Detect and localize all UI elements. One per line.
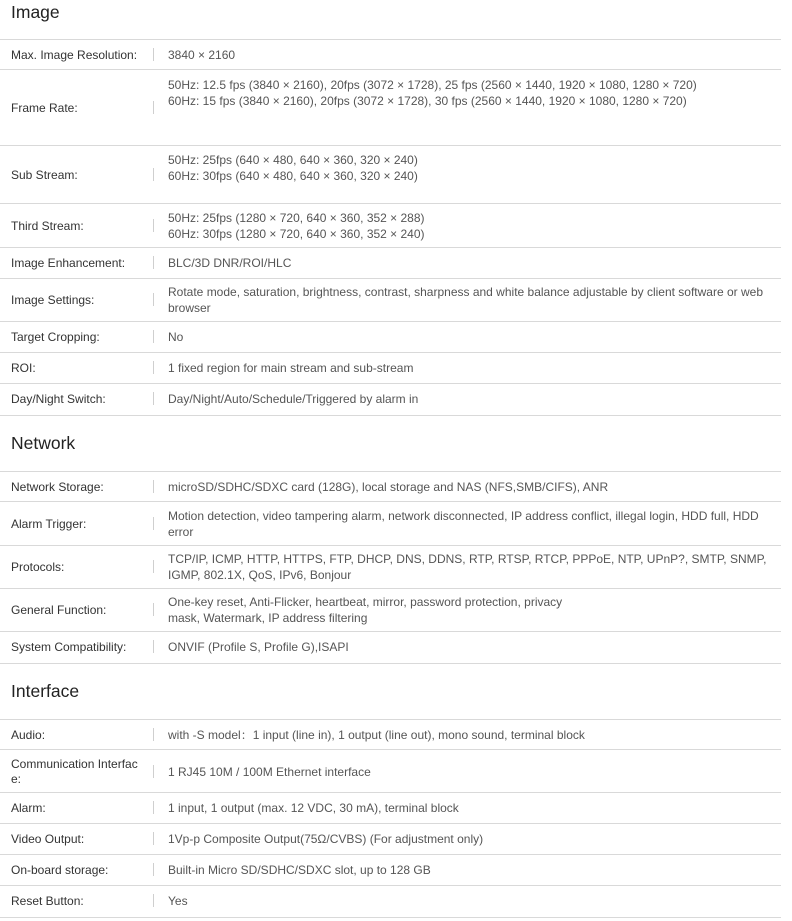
column-divider <box>153 728 154 741</box>
spec-label: Frame Rate: <box>11 101 78 115</box>
spec-value: Rotate mode, saturation, brightness, contrast, sharpness and white balance adjustable by client software or web browser <box>168 285 764 315</box>
spec-row-audio <box>0 719 781 750</box>
spec-value: 50Hz: 12.5 fps (3840 × 2160), 20fps (3072 × 1728), 25 fps (2560 × 1440, 1920 × 1080, 1280 × 720) 60Hz: 15 fps (3840 × 2160), 20fps (3072 × 1728), 30 fps (2560 × 1440, 1920 × 1080, 1280 × 720) <box>168 78 697 108</box>
column-divider <box>153 832 154 845</box>
column-divider <box>153 392 154 405</box>
column-divider <box>153 101 154 114</box>
section-title-interface: Interface <box>11 681 80 701</box>
spec-value: Motion detection, video tampering alarm, network disconnected, IP address conflict, illegal login, HDD full, HDD error <box>168 509 759 539</box>
spec-label: Third Stream: <box>11 219 84 233</box>
spec-value: ONVIF (Profile S, Profile G),ISAPI <box>168 640 349 654</box>
column-divider <box>153 361 154 374</box>
spec-row-alarm-trigger <box>0 501 781 546</box>
spec-label: Communication Interfac e: <box>11 757 138 786</box>
spec-row-protocols <box>0 545 781 589</box>
column-divider <box>153 256 154 269</box>
spec-label: On-board storage: <box>11 863 109 877</box>
spec-label: Alarm: <box>11 801 46 815</box>
spec-label: Target Cropping: <box>11 330 100 344</box>
spec-row-general-function <box>0 588 781 632</box>
spec-value: 1Vp-p Composite Output(75Ω/CVBS) (For adjustment only) <box>168 832 484 846</box>
spec-label: Image Settings: <box>11 293 95 307</box>
spec-label: Audio: <box>11 728 46 742</box>
spec-row-image-settings <box>0 278 781 322</box>
spec-value: Built-in Micro SD/SDHC/SDXC slot, up to 128 GB <box>168 863 431 877</box>
spec-row-network-storage <box>0 471 781 502</box>
spec-row-max-image-resolution <box>0 39 781 70</box>
spec-label: Max. Image Resolution: <box>11 48 138 62</box>
column-divider <box>153 219 154 232</box>
spec-value: 1 fixed region for main stream and sub-stream <box>168 361 414 375</box>
spec-label: Video Output: <box>11 832 85 846</box>
column-divider <box>153 801 154 814</box>
spec-value: with -S model：1 input (line in), 1 output (line out), mono sound, terminal block <box>168 728 585 742</box>
column-divider <box>153 765 154 778</box>
spec-label: Protocols: <box>11 560 65 574</box>
spec-label: ROI: <box>11 361 36 375</box>
spec-value: microSD/SDHC/SDXC card (128G), local storage and NAS (NFS,SMB/CIFS), ANR <box>168 480 609 494</box>
spec-value: 1 RJ45 10M / 100M Ethernet interface <box>168 765 371 779</box>
spec-value: No <box>168 330 184 344</box>
spec-row-system-compatibility <box>0 631 781 664</box>
spec-label: Alarm Trigger: <box>11 517 87 531</box>
spec-label: Day/Night Switch: <box>11 392 106 406</box>
spec-value: 3840 × 2160 <box>168 48 236 62</box>
spec-value: Day/Night/Auto/Schedule/Triggered by alarm in <box>168 392 419 406</box>
spec-value: 50Hz: 25fps (1280 × 720, 640 × 360, 352 × 288) 60Hz: 30fps (1280 × 720, 640 × 360, 352 × 240) <box>168 211 425 241</box>
spec-row-on-board-storage <box>0 854 781 886</box>
spec-row-third-stream <box>0 203 781 248</box>
spec-row-sub-stream <box>0 145 781 204</box>
spec-label: Image Enhancement: <box>11 256 126 270</box>
spec-label: System Compatibility: <box>11 640 127 654</box>
spec-row-communication-interface <box>0 749 781 793</box>
column-divider <box>153 517 154 530</box>
spec-row-alarm <box>0 792 781 824</box>
column-divider <box>153 863 154 876</box>
spec-value: 50Hz: 25fps (640 × 480, 640 × 360, 320 × 240) 60Hz: 30fps (640 × 480, 640 × 360, 320 × 240) <box>168 153 418 183</box>
section-title-image: Image <box>11 2 60 22</box>
column-divider <box>153 603 154 616</box>
spec-row-image-enhancement <box>0 247 781 279</box>
spec-value: Yes <box>168 894 188 908</box>
spec-value: 1 input, 1 output (max. 12 VDC, 30 mA), terminal block <box>168 801 459 815</box>
spec-label: Reset Button: <box>11 894 84 908</box>
section-title-network: Network <box>11 433 76 453</box>
spec-value: BLC/3D DNR/ROI/HLC <box>168 256 292 270</box>
column-divider <box>153 293 154 306</box>
column-divider <box>153 168 154 181</box>
spec-label: Network Storage: <box>11 480 104 494</box>
spec-row-video-output <box>0 823 781 855</box>
spec-row-day-night-switch <box>0 383 781 416</box>
column-divider <box>153 560 154 573</box>
column-divider <box>153 48 154 61</box>
column-divider <box>153 640 154 653</box>
spec-value: TCP/IP, ICMP, HTTP, HTTPS, FTP, DHCP, DNS, DDNS, RTP, RTSP, RTCP, PPPoE, NTP, UPnP?, SMTP, SNMP, IGMP, 802.1X, QoS, IPv6, Bonjour <box>168 552 767 582</box>
column-divider <box>153 480 154 493</box>
spec-row-target-cropping <box>0 321 781 353</box>
spec-label: General Function: <box>11 603 107 617</box>
column-divider <box>153 894 154 907</box>
spec-row-frame-rate <box>0 69 781 146</box>
spec-row-roi <box>0 352 781 384</box>
spec-value: One-key reset, Anti-Flicker, heartbeat, mirror, password protection, privacy mask, Watermark, IP address filtering <box>168 595 563 625</box>
column-divider <box>153 330 154 343</box>
spec-label: Sub Stream: <box>11 168 78 182</box>
spec-row-reset-button <box>0 885 781 918</box>
